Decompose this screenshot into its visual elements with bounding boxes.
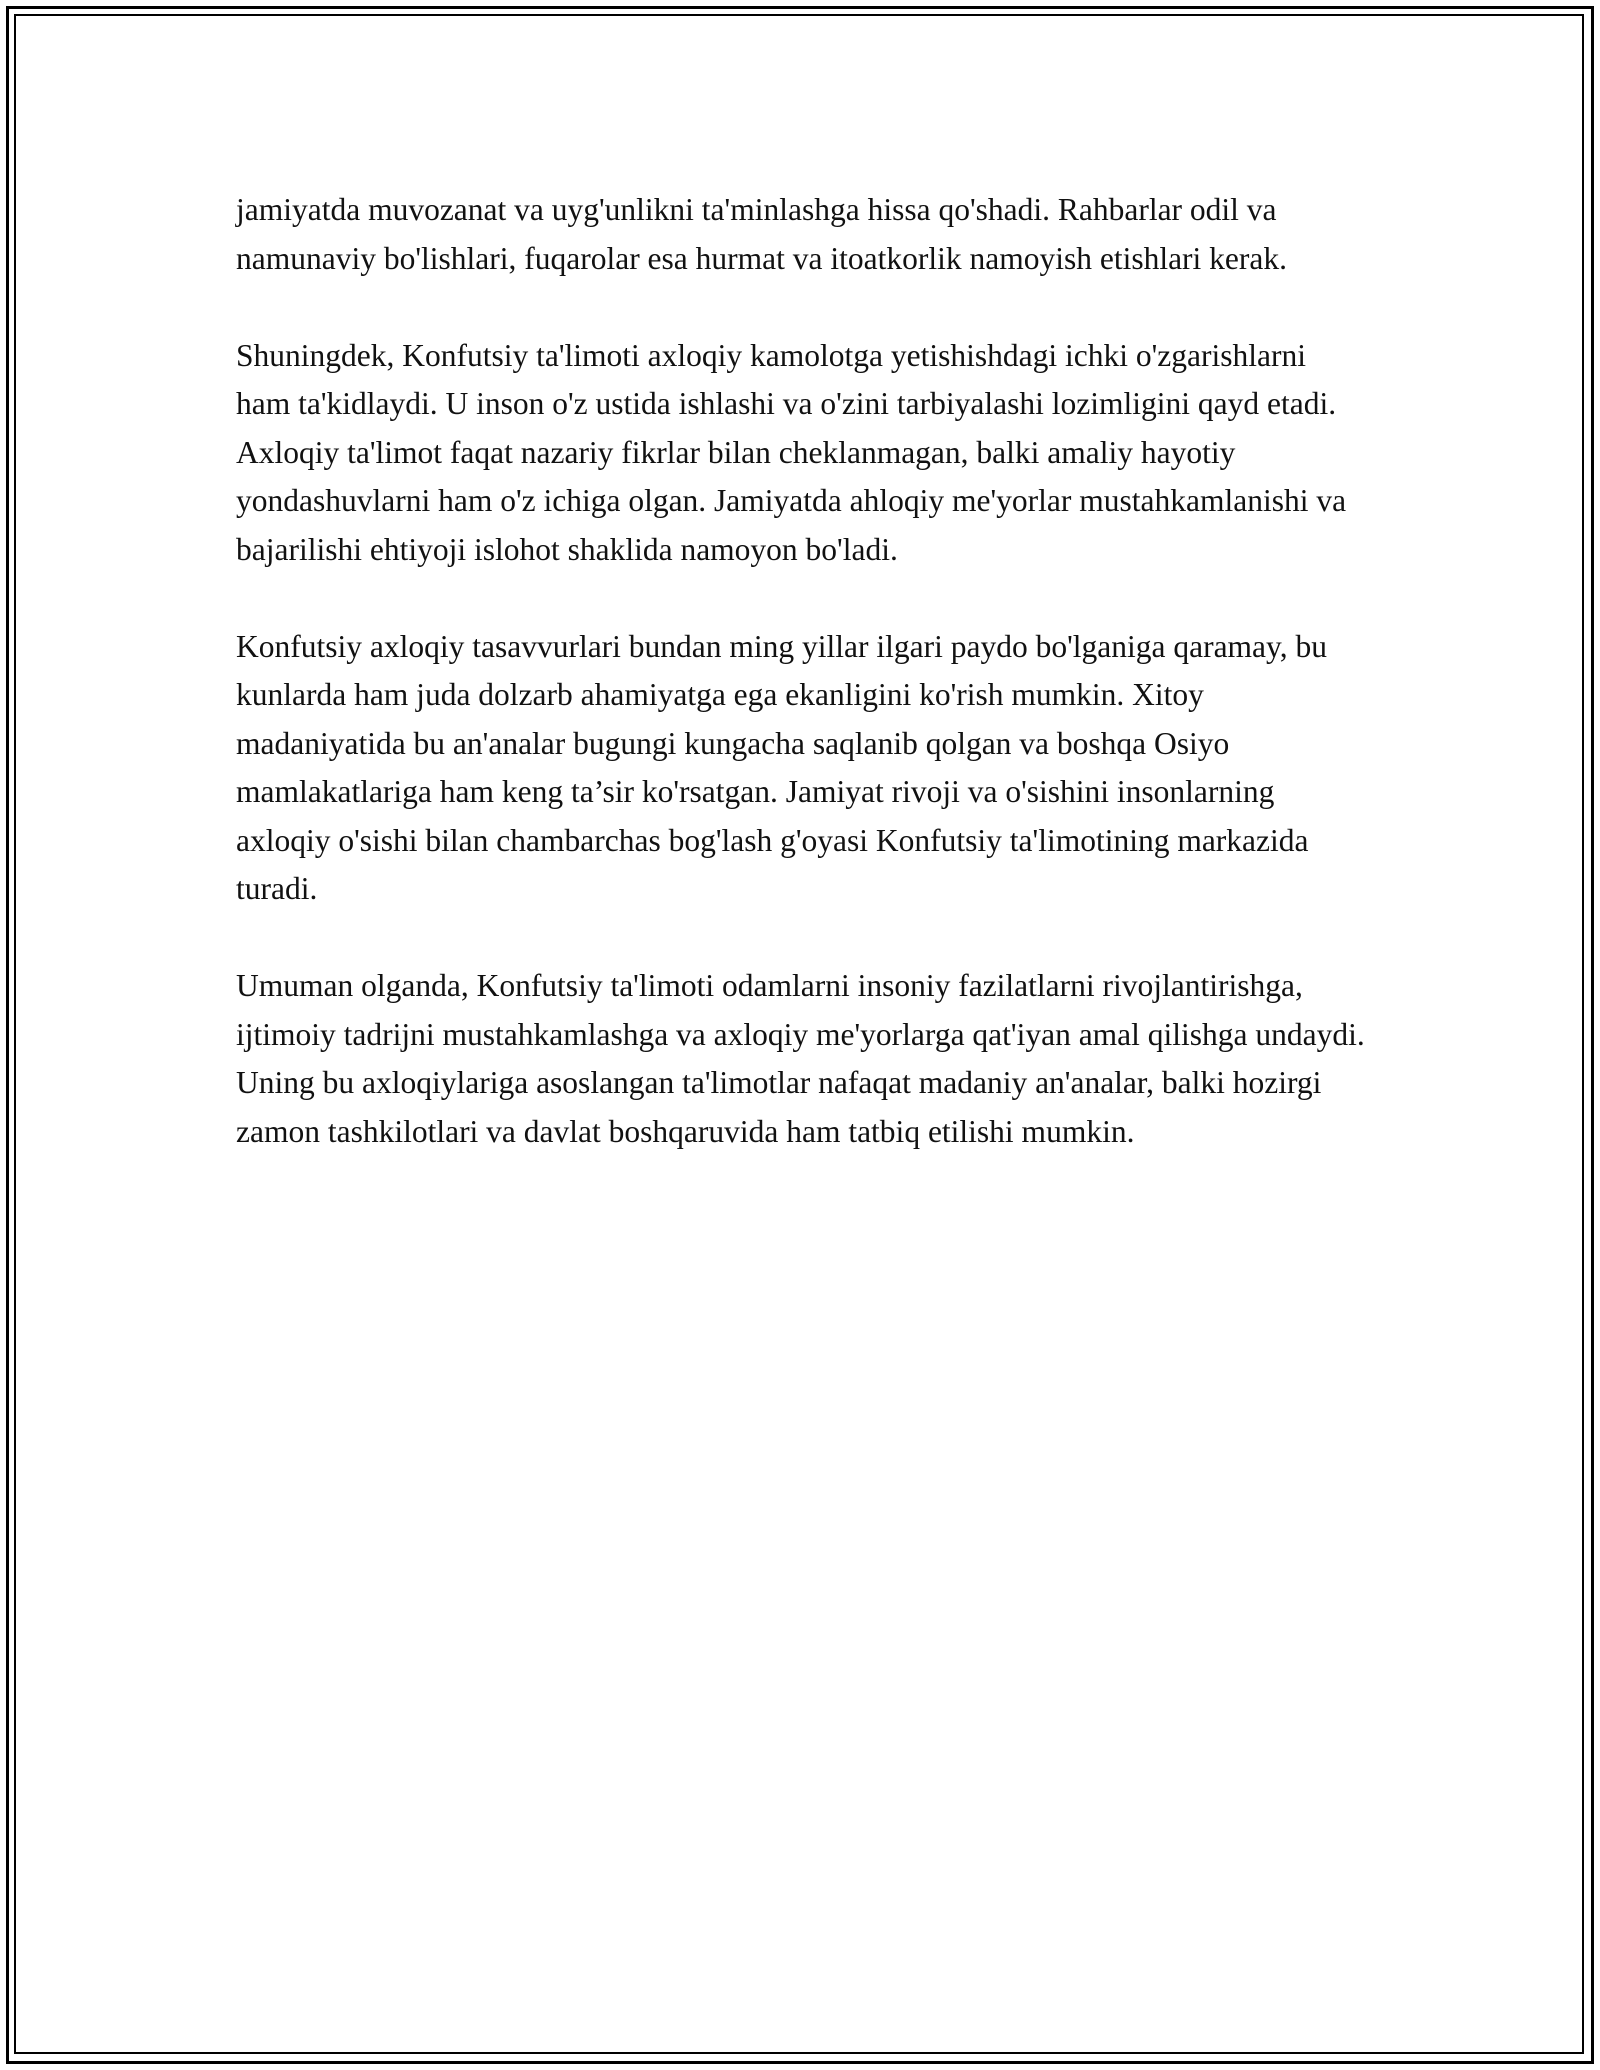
paragraph-3: Konfutsiy axloqiy tasavvurlari bundan ming yillar ilgari paydo bo'lganiga qaramay, bu kunlarda ham juda dolzarb ahamiyatga ega ekanligini ko'rish mumkin. Xitoy madaniyatida bu an'analar bugungi kungacha saqlanib qolgan va boshqa Osiyo mamlakatlariga ham keng ta’sir ko'rsatgan. Jamiyat rivoji va o'sishini insonlarning axloqiy o'sishi bilan chambarchas bog'lash g'oyasi Konfutsiy ta'limotining markazida turadi. (236, 628, 1327, 906)
paragraph-4: Umuman olganda, Konfutsiy ta'limoti odamlarni insoniy fazilatlarni rivojlantirishga, ijtimoiy tadrijni mustahkamlashga va axloqiy me'yorlarga qat'iyan amal qilishga undaydi. Uning bu axloqiylariga asoslangan ta'limotlar nafaqat madaniy an'analar, balki hozirgi zamon tashkilotlari va davlat boshqaruvida ham tatbiq etilishi mumkin. (236, 968, 1365, 1149)
document-body (236, 186, 1366, 1205)
paragraph-2: Shuningdek, Konfutsiy ta'limoti axloqiy kamolotga yetishishdagi ichki o'zgarishlarni ham ta'kidlaydi. U inson o'z ustida ishlashi va o'zini tarbiyalashi lozimligini qayd etadi. Axloqiy ta'limot faqat nazariy fikrlar bilan cheklanmagan, balki amaliy hayotiy yondashuvlarni ham o'z ichiga olgan. Jamiyatda ahloqiy me'yorlar mustahkamlanishi va bajarilishi ehtiyoji islohot shaklida namoyon bo'ladi. (236, 337, 1347, 567)
paragraph-1: jamiyatda muvozanat va uyg'unlikni ta'minlashga hissa qo'shadi. Rahbarlar odil va namunaviy bo'lishlari, fuqarolar esa hurmat va itoatkorlik namoyish etishlari kerak. (236, 192, 1288, 276)
